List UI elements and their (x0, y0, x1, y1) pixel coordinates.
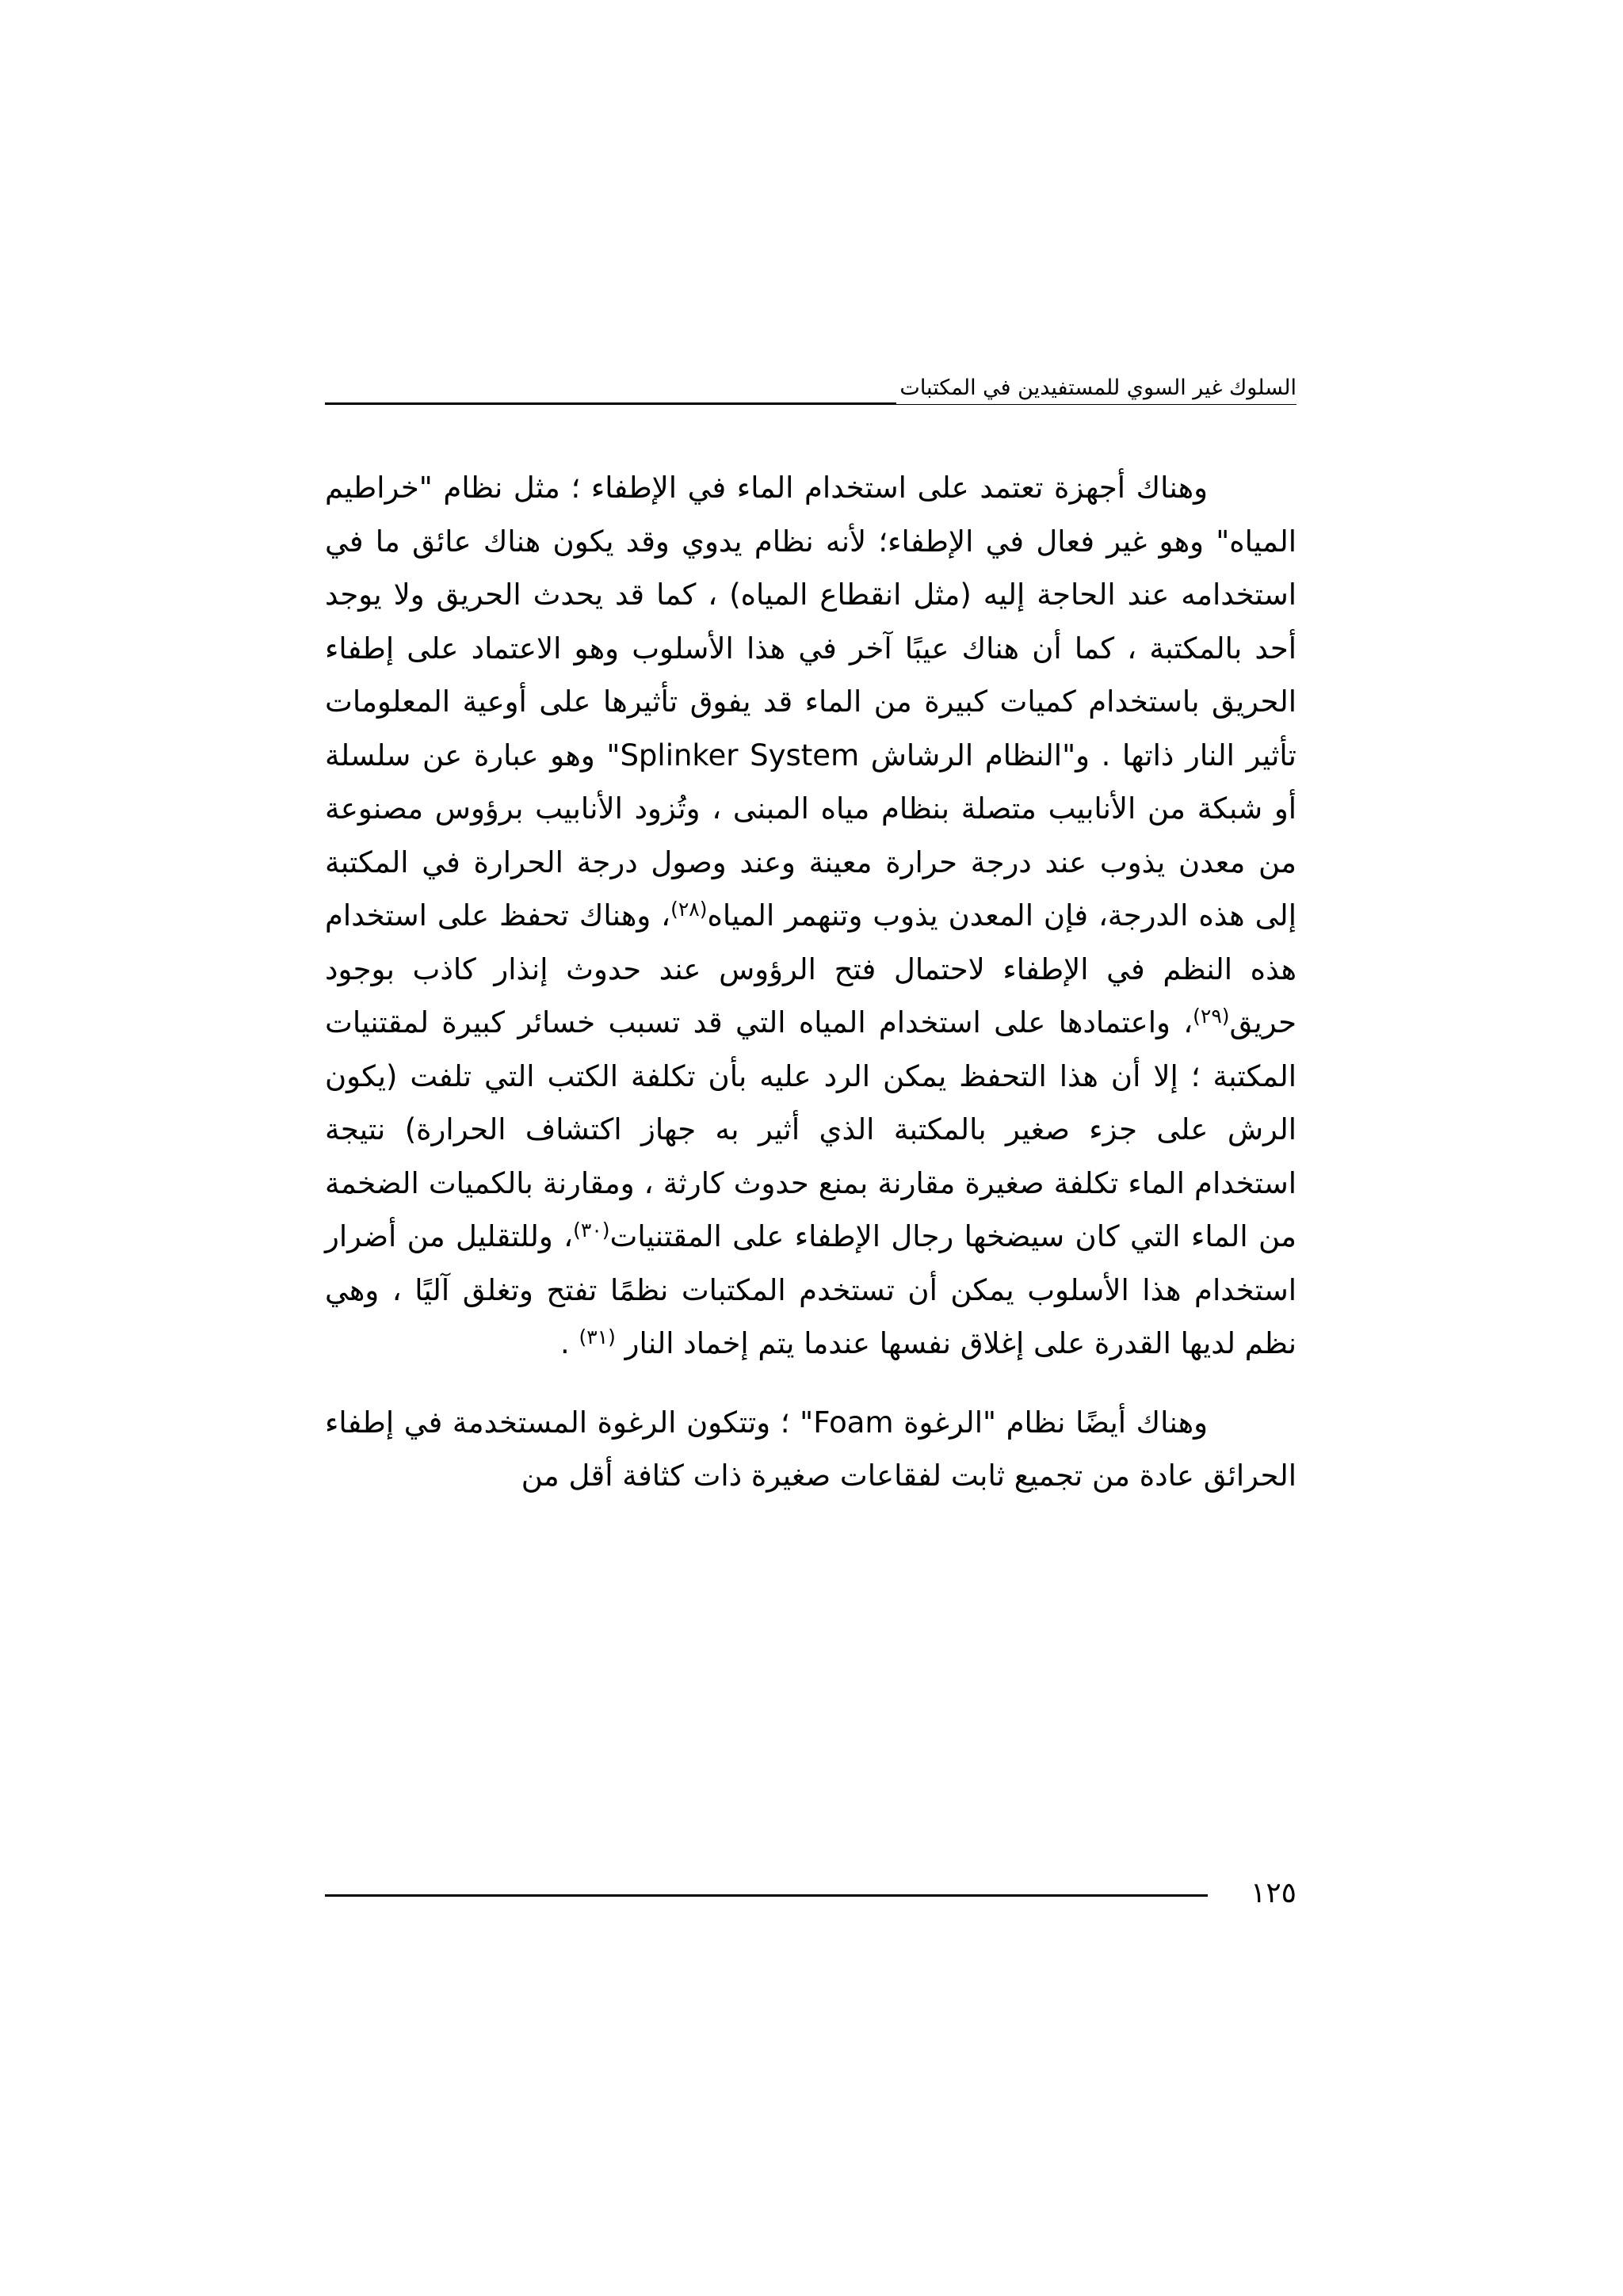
paragraph-1-text-5: . (560, 1326, 579, 1360)
footnote-ref-31: (٣١) (579, 1325, 616, 1348)
paragraph-1-text-3: ، واعتمادها على استخدام المياه التي قد تسبب خسائر كبيرة لمقتنيات المكتبة ؛ إلا أن هذا التحفظ يمكن الرد عليه بأن تكلفة الكتب التي تلفت (يكون الرش على جزء صغير بالمكتبة الذي أثير به جهاز اكتشاف الحرارة) نتيجة استخدام الماء تكلفة صغيرة مقارنة بمنع حدوث كارثة ، ومقارنة بالكميات الضخمة من الماء التي كان سيضخها رجال الإطفاء على المقتنيات (325, 1005, 1296, 1253)
paragraph-2: وهناك أيضًا نظام "الرغوة Foam" ؛ وتتكون الرغوة المستخدمة في إطفاء الحرائق عادة من تجميع ثابت لفقاعات صغيرة ذات كثافة أقل من (325, 1405, 1296, 1493)
footer-rule (325, 1894, 1208, 1897)
page-footer (325, 1874, 1296, 1913)
page-number: ١٢٥ (1250, 1877, 1296, 1909)
running-header-title: السلوك غير السوي للمستفيدين في المكتبات (896, 372, 1296, 404)
paragraph-1-text-4: ، وللتقليل من أضرار استخدام هذا الأسلوب يمكن أن تستخدم المكتبات نظمًا تفتح وتغلق آليًا ، وهي نظم لديها القدرة على إغلاق نفسها عندما يتم إخماد النار (325, 1219, 1296, 1360)
paragraph-1 (325, 461, 1296, 1371)
footnote-ref-28: (٢٨) (670, 898, 708, 921)
paragraph-1-text-1: وهناك أجهزة تعتمد على استخدام الماء في الإطفاء ؛ مثل نظام "خراطيم المياه" وهو غير فعال في الإطفاء؛ لأنه نظام يدوي وقد يكون هناك عائق ما في استخدامه عند الحاجة إليه (مثل انقطاع المياه) ، كما قد يحدث الحريق ولا يوجد أحد بالمكتبة ، كما أن هناك عيبًا آخر في هذا الأسلوب وهو الاعتماد على إطفاء الحريق باستخدام كميات كبيرة من الماء قد يفوق تأثيرها على أوعية المعلومات تأثير النار ذاتها . و"النظام الرشاش Splinker System" وهو عبارة عن سلسلة أو شبكة من الأنابيب متصلة بنظام مياه المبنى ، وتُزود الأنابيب برؤوس مصنوعة من معدن يذوب عند درجة حرارة معينة وعند وصول درجة الحرارة في المكتبة إلى هذه الدرجة، فإن المعدن يذوب وتنهمر المياه (325, 471, 1296, 933)
footnote-ref-30: (٣٠) (573, 1219, 610, 1241)
body-text (325, 461, 1296, 1503)
running-header (325, 372, 1296, 410)
footnote-ref-29: (٢٩) (1193, 1005, 1230, 1028)
paragraph-1-text-2: ، وهناك تحفظ على استخدام هذه النظم في الإطفاء لاحتمال فتح الرؤوس عند حدوث إنذار كاذب بوجود حريق (325, 898, 1296, 1039)
